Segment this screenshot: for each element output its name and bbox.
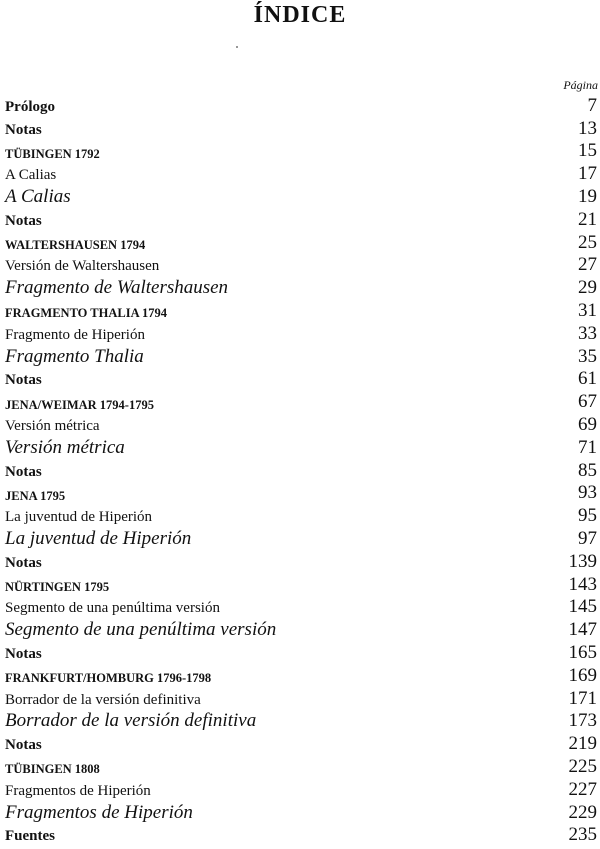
toc-entry (5, 208, 597, 231)
toc-entry-label: Versión métrica (5, 436, 125, 458)
toc-entry-label: Segmento de una penúltima versión (5, 600, 220, 617)
toc-page-number: 29 (578, 277, 597, 299)
toc-page-number: 93 (578, 482, 597, 504)
toc-entry-label: Notas (5, 372, 42, 389)
toc-entry-label: Fragmentos de Hiperión (5, 801, 193, 823)
toc-entry (5, 755, 597, 778)
toc-entry (5, 732, 597, 755)
toc-page-number: 31 (578, 299, 597, 321)
toc-entry-label: FRANKFURT/HOMBURG 1796-1798 (5, 671, 212, 686)
toc-entry (5, 527, 597, 550)
toc-entry-label: Notas (5, 645, 42, 662)
toc-page-number: 13 (578, 117, 597, 139)
toc-entry (5, 573, 597, 596)
toc-page-number: 17 (578, 163, 597, 185)
toc-entry (5, 641, 597, 664)
toc-entry (5, 550, 597, 573)
print-speck (236, 46, 238, 48)
toc-page-number: 139 (568, 550, 597, 572)
toc-entry (5, 140, 597, 163)
toc-entry (5, 664, 597, 687)
toc-entry (5, 322, 597, 345)
toc-entry (5, 824, 597, 847)
toc-entry (5, 413, 597, 436)
toc-entry-label: A Calias (5, 185, 71, 207)
toc-page-number: 7 (587, 94, 597, 116)
toc-page-number: 235 (568, 824, 597, 846)
toc-page-number: 19 (578, 185, 597, 207)
toc-page-number: 61 (578, 368, 597, 390)
toc-entry-label: TÜBINGEN 1808 (5, 762, 100, 777)
toc-entry (5, 710, 597, 733)
toc-page-number: 33 (578, 322, 597, 344)
toc-entry (5, 596, 597, 619)
toc-entry-label: Notas (5, 121, 42, 138)
toc-entry-label: Notas (5, 212, 42, 229)
toc-entry-label: Notas (5, 463, 42, 480)
toc-entry-label: JENA 1795 (5, 488, 66, 503)
toc-entry-label: TÜBINGEN 1792 (5, 146, 100, 161)
toc-entry-label: Notas (5, 554, 42, 571)
toc-page-number: 67 (578, 391, 597, 413)
toc-entry (5, 299, 597, 322)
toc-entry (5, 482, 597, 505)
toc-page-number: 225 (568, 755, 597, 777)
toc-entry (5, 459, 597, 482)
toc-page-number: 69 (578, 413, 597, 435)
toc-page-number: 95 (578, 505, 597, 527)
toc-page-number: 85 (578, 459, 597, 481)
toc-entry-label: Fragmento de Hiperión (5, 326, 145, 343)
toc-page-number: 147 (568, 619, 597, 641)
page-column-header: Página (563, 78, 598, 92)
page-title: ÍNDICE (253, 2, 347, 28)
toc-page-number: 165 (568, 641, 597, 663)
toc-entry (5, 117, 597, 140)
toc-entry-label: Fragmento Thalia (5, 345, 144, 367)
toc-page-number: 229 (568, 801, 597, 823)
toc-entry-label: Segmento de una penúltima versión (5, 619, 277, 641)
toc-entry-label: Prólogo (5, 98, 55, 115)
toc-entry-label: Notas (5, 737, 42, 754)
toc-entry-label: La juventud de Hiperión (5, 527, 192, 549)
toc-entry-label: Borrador de la versión definitiva (5, 710, 257, 732)
toc-page-number: 143 (568, 573, 597, 595)
toc-entry (5, 618, 597, 641)
toc-entry-label: La juventud de Hiperión (5, 509, 153, 526)
toc-page-number: 171 (568, 687, 597, 709)
toc-page-number: 35 (578, 345, 597, 367)
toc-page-number: 169 (568, 664, 597, 686)
toc-entry (5, 687, 597, 710)
toc-entry-label: NÜRTINGEN 1795 (5, 580, 110, 595)
toc-entry (5, 185, 597, 208)
toc-entry-label: WALTERSHAUSEN 1794 (5, 238, 146, 253)
toc-entry-label: Fragmento de Waltershausen (5, 277, 229, 299)
toc-entry (5, 276, 597, 299)
toc-page-number: 145 (568, 596, 597, 618)
toc-entry-label: A Calias (5, 167, 57, 184)
toc-entry (5, 254, 597, 277)
toc-entry-label: Versión métrica (5, 417, 100, 434)
toc-entry (5, 368, 597, 391)
toc-page-number: 27 (578, 254, 597, 276)
toc-page-number: 227 (568, 778, 597, 800)
toc-entry (5, 801, 597, 824)
toc-entry (5, 390, 597, 413)
table-of-contents (5, 94, 597, 846)
toc-entry-label: FRAGMENTO THALIA 1794 (5, 306, 168, 321)
toc-entry-label: Fragmentos de Hiperión (5, 782, 151, 799)
toc-entry (5, 162, 597, 185)
toc-entry-label: Borrador de la versión definitiva (5, 691, 201, 708)
toc-entry (5, 345, 597, 368)
toc-page-number: 219 (568, 733, 597, 755)
toc-page-number: 21 (578, 208, 597, 230)
toc-entry (5, 778, 597, 801)
toc-page-number: 97 (578, 527, 597, 549)
toc-entry-label: Versión de Waltershausen (5, 258, 160, 275)
toc-entry (5, 94, 597, 117)
toc-page-number: 71 (578, 436, 597, 458)
toc-page-number: 25 (578, 231, 597, 253)
toc-entry-label: Fuentes (5, 828, 55, 845)
toc-entry (5, 231, 597, 254)
toc-entry (5, 504, 597, 527)
toc-page-number: 15 (578, 140, 597, 162)
toc-entry (5, 436, 597, 459)
toc-page-number: 173 (568, 710, 597, 732)
toc-entry-label: JENA/WEIMAR 1794-1795 (5, 397, 154, 412)
